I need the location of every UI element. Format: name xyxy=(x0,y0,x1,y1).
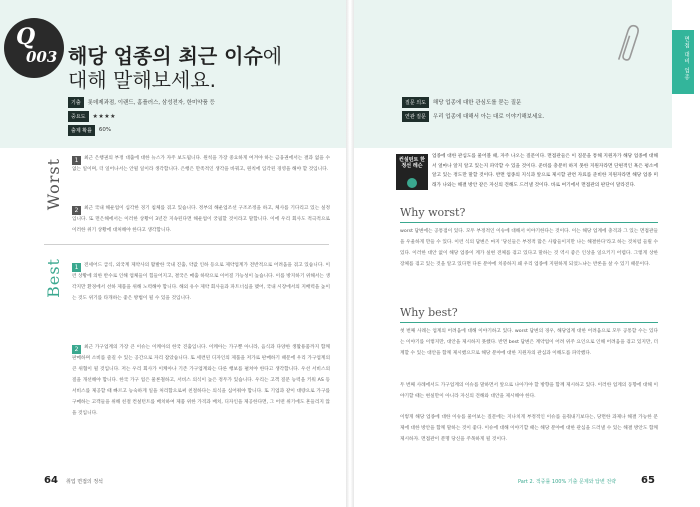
why-best-text-1: 첫 번째 사례는 업계의 어려움에 대해 이야기하고 있다. worst 답변의 경우, 해당업계 대한 어려움으로 모두 공통할 수는 있다는 이야기를 이렇지만, 대안을 제시하지 못했다. 반면 best 답변은 계약업이 어려 위주 요인으로 인해 어려움을 겪고 있지만, 더 계할 수 있는 대안을 함께 제시했으므로 해당 분야에 대한 지원자의 관심과 이해도를 파악했다. xyxy=(400,329,658,356)
meta-exam xyxy=(68,96,215,108)
why-best-text-3: 이렇게 해당 업종에 대한 이슈를 물어보는 질문에는 지나치게 부정적인 이슈를 들춰내기보다는, 당면한 과제나 해결 가능한 문제에 대한 방안을 함께 말하는 것이 좋다. 이슈에 대해 이야기할 때는 해당 분야에 대한 관심을 드러낼 수 있는 해결 방안도 함께 제시하자. 면접관이 분명 당신을 주목하게 될 것이다. xyxy=(400,415,658,442)
subhead-underline xyxy=(400,322,658,323)
meta-tag: 기출 xyxy=(68,97,84,108)
page-gutter xyxy=(346,0,354,507)
title-bold: 해당 업종의 최근 이슈 xyxy=(68,44,263,68)
meta-value: 롯데제과점, 이랜드, 홈플러스, 삼성전자, 한미약품 등 xyxy=(87,100,215,106)
answer-number: 1 xyxy=(72,263,81,272)
meta-value: 우리 업종에 대해서 아는 대로 이야기해보세요. xyxy=(432,114,545,120)
question-number-badge xyxy=(4,18,64,78)
worst-answer-1: 최근 은행권의 부정 대출에 대한 뉴스가 자주 보도됩니다. 원칙을 가장 중요하게 여겨야 하는 금융권에서는 결과 없을 수 없는 일이며, 더 일어나서는 안될 일이라 생각합니다. 은행은 만족적인 생각을 바꿔고, 원칙에 입각된 경영을 해야 할 것입니다. xyxy=(72,156,330,172)
why-worst-title: Why worst? xyxy=(400,206,466,219)
best-label: Best xyxy=(44,258,63,298)
q-letter: Q xyxy=(16,24,36,50)
side-tab-label: 면접 대비 업종 xyxy=(683,36,689,81)
page-number-left: 64 xyxy=(44,475,58,486)
meta-tag: 출제 확률 xyxy=(68,125,95,136)
expert-badge-label: 컨설턴트 한정선 레슨 xyxy=(399,157,425,169)
meta-related xyxy=(402,110,544,122)
why-worst-text: worst 답변에는 공통점이 있다. 모두 부정적인 이슈에 대해서 이야기한다는 것이다. 이는 해당 업계에 충격과 그 있는 면접관들을 우울하게 만들 수 있다. 이런 식의 답변은 마지 '당신들은 부정적 많은 사람들이지만 나는 해결한다'라고 하는 것처럼 들릴 수 있다. 이러한 대안 없이 해당 업종이 계가 실현 전체를 겪고 있다고 말하는 것 역시 좋은 인상을 일으키기 어렵다. 그렇게 상한 장체를 겪고 있는 것을 알고 있다면 다른 분야에 치중하지 왜 우리 업종에 지원하게 되었느냐는 반론을 살 수 있기 때문이다. xyxy=(400,229,658,267)
expert-avatar-icon xyxy=(407,178,417,188)
answer-number: 2 xyxy=(72,206,81,215)
expert-badge xyxy=(396,154,428,190)
answer-number: 2 xyxy=(72,345,81,354)
left-footer: 취업 면접의 정석 xyxy=(66,479,103,485)
best-answer-2: 최근 가구업계의 가장 큰 이슈는 이케아의 한국 진출입니다. 이케아는 가구뿐 아니라, 음식과 다양한 생활용품까지 함께 판매하며 소비를 즐길 수 있는 공간으로 자리 잡았습니다. 또 세련된 디자인의 제품을 저가로 판매하기 때문에 우리 가구업계의 큰 위협이 될 것입니다. 저는 우리 회사가 이케아나 기존 가구업계와는 다른 행보를 펼쳐야 한다고 생각합니다. 우선 서비스의 질을 개선해야 합니다. 한국 가구 업은 물론철하고, 서비스 의식이 높은 정두가 있습니다. 우리는 고객 질문 능력을 키워 AS 등 서비스를 제공할 때 빠르고 능숙하게 일을 처리함으로써 친절하다는 의식을 심어줘야 합니다. 또 기업과 같이 대량으로 가구를 구매하는 고객들을 위해 친절 컨설턴트를 배치하여 제품 위한 가격과 배치, 디자인을 제공한다면, 그 어떤 위기에도 흔들리지 않을 것입니다. xyxy=(72,345,330,416)
section-divider xyxy=(44,244,329,245)
subhead-underline xyxy=(400,222,658,223)
right-footer: Part 2. 적중률 100% 기출 문제와 답변 전략 xyxy=(518,479,617,485)
expert-commentary: 업종에 대한 관심도를 물어볼 때, 자주 나오는 질문이다. 면접관들은 이 질문을 통해 지원자가 해당 업종에 대해서 얼마나 알지 알고 있는지 파악할 수 있을 것이다. 준비를 충분히 하지 못한 지원자라면 단편적인 혹은 평소에 알고 있는 정도만 말할 것이다. 반면 업종의 지식과 앞으로 제시할 관련 자료를 준비한 지원자라면 해당 업종 미래가 나와는 해결 방안 같은 자신의 견해도 드러낼 것이다. 바로 여기에서 면접관의 판단이 달라진다. xyxy=(432,154,658,188)
importance-stars: ★★★★ xyxy=(92,112,117,120)
q-number: 003 xyxy=(26,48,58,66)
meta-value: 해당 업종에 대한 관심도를 묻는 질문 xyxy=(432,100,522,106)
why-best-title: Why best? xyxy=(400,306,458,319)
paperclip-icon xyxy=(618,22,640,66)
meta-tag: 연관 질문 xyxy=(402,111,429,122)
best-answer-1: 전세어드 급식, 외국계 제약사의 활발한 국내 진출, 약값 인하 등으로 제약업계가 전반적으로 어려움을 겪고 있습니다. 이런 상황에 의한 반수로 인해 업체들이 힘들어지고, 결국은 매출 하락으로 이어질 가능성이 높습니다. 이를 방지하기 위해서는 생각지만 환경에서 선하 제품을 위해 노력해야 합니다. 해외 유수 제약 회사들과 파트너십을 맺어, 국내 시장에서의 지배력을 높이는 것도 위기를 타개하는 좋은 방법이 될 수 있을 것입니다. xyxy=(72,263,330,301)
meta-tag: 중요도 xyxy=(68,111,89,122)
meta-importance xyxy=(68,110,116,122)
page-number-right: 65 xyxy=(641,475,655,486)
worst-label: Worst xyxy=(44,158,63,211)
why-best-text-2: 두 번째 사례에서도 가구업계의 이슈를 말하면서 앞으로 나아가야 할 방향을 함께 제시하고 있다. 이러한 업계의 동향에 대해 이야기할 때는 현실만이 아니라 자신의 견해와 대안을 제시해야 한다. xyxy=(400,383,658,399)
meta-tag: 질문 의도 xyxy=(402,97,429,108)
meta-probability xyxy=(68,124,111,136)
meta-value: 60% xyxy=(98,127,112,133)
meta-intent xyxy=(402,96,521,108)
title-suffix: 에 xyxy=(262,44,283,68)
answer-number: 1 xyxy=(72,156,81,165)
page-title-line2: 대해 말해보세요. xyxy=(68,68,216,92)
worst-answer-2: 최근 국내 해운업이 심각한 경기 침체를 겪고 있습니다. 정부의 해운업조선 구조조정을 하고, 체사를 기다리고 있는 실정입니다. 또 먼은해에서는 이러한 상황이 3년간 지속된다면 해운업이 궁핍할 것이라고 말합니다. 이에 우리 회사도 적극적으로 이러한 위기 상황에 대처해야 한다고 생각합니다. xyxy=(72,206,330,233)
